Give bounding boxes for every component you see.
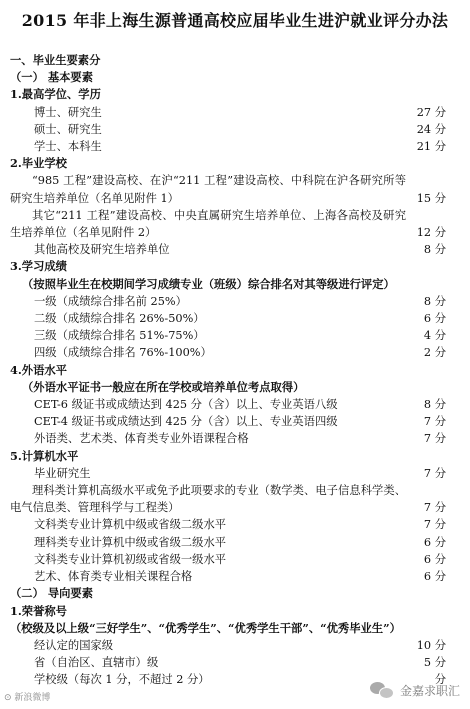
item-heading-school: 2.毕业学校 <box>10 156 67 171</box>
weibo-watermark: ⊙ 新浪微博 <box>4 693 51 703</box>
item-heading-grades: 3.学习成绩 <box>10 259 67 274</box>
score-row: 其他高校及研究生培养单位 8 分 <box>34 243 446 257</box>
section-heading: 一、毕业生要素分 <box>10 53 101 67</box>
document-title: 2015 年非上海生源普通高校应届毕业生进沪就业评分办法 <box>21 11 449 30</box>
subsection-heading: （二） 导向要素 <box>10 586 94 601</box>
score-row: 文科类专业计算机初级或省级一级水平 6 分 <box>34 552 446 566</box>
score-row: 二级（成绩综合排名 26%-50%） 6 分 <box>34 312 446 326</box>
note: （按照毕业生在校期间学习成绩专业（班级）综合排名对其等级进行评定） <box>22 276 395 291</box>
wechat-watermark <box>370 680 460 700</box>
score-row: 三级（成绩综合排名 51%-75%） 4 分 <box>34 329 446 343</box>
score-row: 外语类、艺术类、体育类专业外语课程合格 7 分 <box>34 432 446 446</box>
score-row: CET-4 级证书或成绩达到 425 分（含）以上、专业英语四级 7 分 <box>34 415 446 429</box>
score-paragraph: 其它“211 工程”建设高校、中央直属研究生培养单位、上海各高校及研究生培养单位（名单见附件 2） 12 分 <box>10 208 446 240</box>
score-row: 硕士、研究生 24 分 <box>34 122 446 136</box>
score-paragraph: 理科类计算机高级水平或免予此项要求的专业（数学类、电子信息科学类、电气信息类、管理科学与工程类） 7 分 <box>10 484 446 515</box>
document-body <box>10 52 446 689</box>
item-heading-honor: 1.荣誉称号 <box>10 603 67 618</box>
watermark-label: 金嘉求职汇 <box>399 683 460 698</box>
score-row: 学士、本科生 21 分 <box>34 140 446 154</box>
note: （校级及以上级“三好学生”、“优秀学生”、“优秀学生干部”、“优秀毕业生”） <box>10 620 401 635</box>
score-row: 省（自治区、直辖市）级 5 分 <box>34 656 446 670</box>
score-row: 毕业研究生 7 分 <box>34 466 446 480</box>
note: （外语水平证书一般应在所在学校或培养单位考点取得） <box>22 379 305 394</box>
score-paragraph: “985 工程”建设高校、在沪“211 工程”建设高校、中科院在沪各研究所等研究生培养单位（名单见附件 1） 15 分 <box>10 174 446 205</box>
score-row: 博士、研究生 27 分 <box>34 105 446 119</box>
score-row: 艺术、体育类专业相关课程合格 6 分 <box>34 570 446 584</box>
score-row: 一级（成绩综合排名前 25%） 8 分 <box>34 294 446 308</box>
score-row: 四级（成绩综合排名 76%-100%） 2 分 <box>34 346 446 360</box>
item-heading-computer: 5.计算机水平 <box>10 448 79 463</box>
score-row: 经认定的国家级 10 分 <box>34 638 446 652</box>
score-row: 学校级（每次 1 分，不超过 2 分） 分 <box>34 673 446 687</box>
wechat-icon <box>370 680 394 700</box>
score-row: 理科类专业计算机中级或省级二级水平 6 分 <box>34 535 446 549</box>
item-heading-language: 4.外语水平 <box>10 362 67 377</box>
subsection-heading: （一） 基本要素 <box>10 70 94 85</box>
score-row: CET-6 级证书或成绩达到 425 分（含）以上、专业英语八级 8 分 <box>34 398 446 412</box>
item-heading-degree: 1.最高学位、学历 <box>10 87 101 102</box>
score-row: 文科类专业计算机中级或省级二级水平 7 分 <box>34 518 446 532</box>
